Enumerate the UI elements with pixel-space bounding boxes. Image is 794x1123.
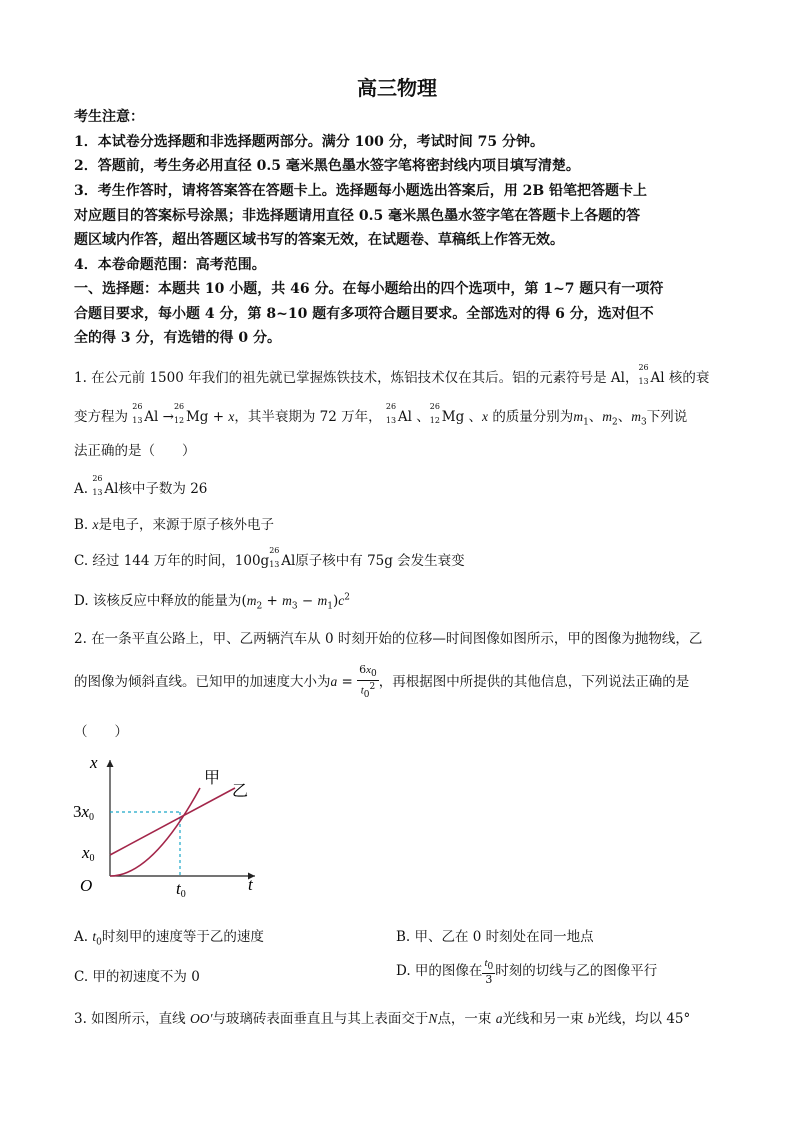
q2-line-2-end: ，再根据图中所提供的其他信息，下列说法正确的是 xyxy=(378,674,690,691)
note-3-line-3: 题区域内作答，超出答题区域书写的答案无效，在试题卷、草稿纸上作答无效。 xyxy=(74,232,564,248)
origin-label: O xyxy=(80,876,93,895)
q1-line-1-text: 1. 在公元前 1500 年我们的祖先就已掌握炼铁技术，炼铝技术仅在其后。铝的元素符号是 Al， xyxy=(74,370,639,386)
q1-option-d[interactable]: D. 该核反应中释放的能量为$(m_2 + m_3 - m_1)c^2$ xyxy=(74,592,350,612)
q1-option-b[interactable]: B. x是电子，来源于原子核外电子 xyxy=(74,517,275,533)
notes-heading: 考生注意： xyxy=(74,109,144,125)
label-yi: 乙 xyxy=(232,783,249,800)
q1-option-a-text: 核中子数为 26 xyxy=(118,481,208,497)
xt-graph xyxy=(70,748,270,908)
q1-line-1: 1. 在公元前 1500 年我们的祖先就已掌握炼铁技术，炼铝技术仅在其后。铝的元素符号是 Al， 26 13 Al 核的衰 xyxy=(74,363,710,386)
q3-line-1-text: 3. 如图所示，直线 xyxy=(74,1011,186,1027)
q1-line-2-end: 下列说 xyxy=(646,409,688,425)
q1-line-3: 法正确的是（ ） xyxy=(74,443,196,459)
q1-line-2-halflife: ，其半衰期为 72 万年， xyxy=(234,409,382,425)
q2-option-a-letter: A. xyxy=(74,929,89,945)
q1-option-c-text-end: 原子核中有 75g 会发生衰变 xyxy=(295,553,465,569)
note-1: 1．本试卷分选择题和非选择题两部分。满分 100 分，考试时间 75 分钟。 xyxy=(74,134,544,150)
q3-line-1-mid: 与玻璃砖表面垂直且与其上表面交于 xyxy=(212,1011,429,1027)
q2-line-2: 的图像为倾斜直线。已知甲的加速度大小为a = $\frac{6x_0}{t_0^2}$ ，再根据图中所提供的其他信息，下列说法正确的是 xyxy=(74,663,690,701)
q3-line-1: 3. 如图所示，直线 OO′与玻璃砖表面垂直且与其上表面交于N点，一束 a光线和另一束 b光线，均以 45° xyxy=(74,1011,691,1027)
q2-option-a[interactable]: A. $t_0$时刻甲的速度等于乙的速度 xyxy=(74,929,264,948)
q2-option-d-text: D. 甲的图像在 xyxy=(396,963,483,980)
curve-jia xyxy=(110,788,200,876)
q2-option-d-text-end: 时刻的切线与乙的图像平行 xyxy=(495,963,658,980)
q3-line-1-beam: 点，一束 xyxy=(437,1011,492,1027)
note-4: 4．本卷命题范围：高考范围。 xyxy=(74,257,266,273)
section-1-line-2: 合题目要求，每小题 4 分，第 8~10 题有多项符合题目要求。全部选对的得 6 分，选对但不 xyxy=(74,306,654,322)
q2-option-b[interactable]: B. 甲、乙在 0 时刻处在同一地点 xyxy=(396,929,594,945)
q3-line-1-other: 光线和另一束 xyxy=(502,1011,584,1027)
q1-option-a[interactable]: A. 26 13 Al核中子数为 26 xyxy=(74,474,208,497)
q2-line-2-text: 的图像为倾斜直线。已知甲的加速度大小为 xyxy=(74,674,331,691)
q1-option-d-text: D. 该核反应中释放的能量为 xyxy=(74,593,242,609)
q1-option-c-text: C. 经过 144 万年的时间，100g xyxy=(74,553,270,569)
note-3-line-2: 对应题目的答案标号涂黑；非选择题请用直径 0.5 毫米黑色墨水签字笔在答题卡上各题的答 xyxy=(74,208,641,224)
note-2: 2．答题前，考生务必用直径 0.5 毫米黑色墨水签字笔将密封线内项目填写清楚。 xyxy=(74,158,580,174)
q2-option-d[interactable] xyxy=(396,957,657,986)
t0-over-3-fraction: $\frac{t_0}{3}$ xyxy=(484,957,494,987)
tick-t0: t0 xyxy=(176,879,186,900)
al26-nuclide: 26 13 xyxy=(638,363,649,386)
page-title: 高三物理 xyxy=(357,76,437,100)
tick-3x0: 3x0 xyxy=(73,802,95,823)
q1-line-2-mass: 的质量分别为 xyxy=(492,409,574,425)
q2-option-a-text: 时刻甲的速度等于乙的速度 xyxy=(101,929,264,945)
q1-option-c[interactable]: C. 经过 144 万年的时间，100g 26 13 Al原子核中有 75g 会发生衰变 xyxy=(74,546,465,569)
tick-x0: x0 xyxy=(82,843,95,864)
q2-line-1: 2. 在一条平直公路上，甲、乙两辆汽车从 0 时刻开始的位移—时间图像如图所示，甲的图像为抛物线，乙 xyxy=(74,631,703,647)
q1-option-a-letter: A. xyxy=(74,481,89,497)
label-jia: 甲 xyxy=(204,770,221,787)
q2-option-c[interactable]: C. 甲的初速度不为 0 xyxy=(74,969,200,985)
section-1-line-1: 一、选择题：本题共 10 小题，共 46 分。在每小题给出的四个选项中，第 1~7 题只有一项符 xyxy=(74,281,664,297)
q1-option-b-text: 是电子，来源于原子核外电子 xyxy=(98,517,275,533)
x-axis-label: x xyxy=(90,753,98,772)
q1-line-2-text: 变方程为 xyxy=(74,409,128,425)
q3-line-1-end: 光线，均以 45° xyxy=(594,1011,691,1027)
q1-option-b-letter: B. xyxy=(74,517,89,533)
line-yi xyxy=(110,788,235,855)
note-3-line-1: 3．考生作答时，请将答案答在答题卡上。选择题每小题选出答案后，用 2B 铅笔把答题卡上 xyxy=(74,183,648,199)
acceleration-fraction: $\frac{6x_0}{t_0^2}$ xyxy=(359,663,377,701)
q2-line-3: （ ） xyxy=(74,724,128,740)
q1-line-1-end: 核的衰 xyxy=(668,370,710,386)
section-1-line-3: 全的得 3 分，有选错的得 0 分。 xyxy=(74,330,281,346)
t-axis-label: t xyxy=(248,875,253,894)
q1-line-2: 变方程为 26 13 Al → 26 12 Mg + x，其半衰期为 72 万年， 26 13 Al 、 26 12 Mg 、x 的质量分别为$m_1$、$m_2$、$m_3$下列说 xyxy=(74,402,688,428)
